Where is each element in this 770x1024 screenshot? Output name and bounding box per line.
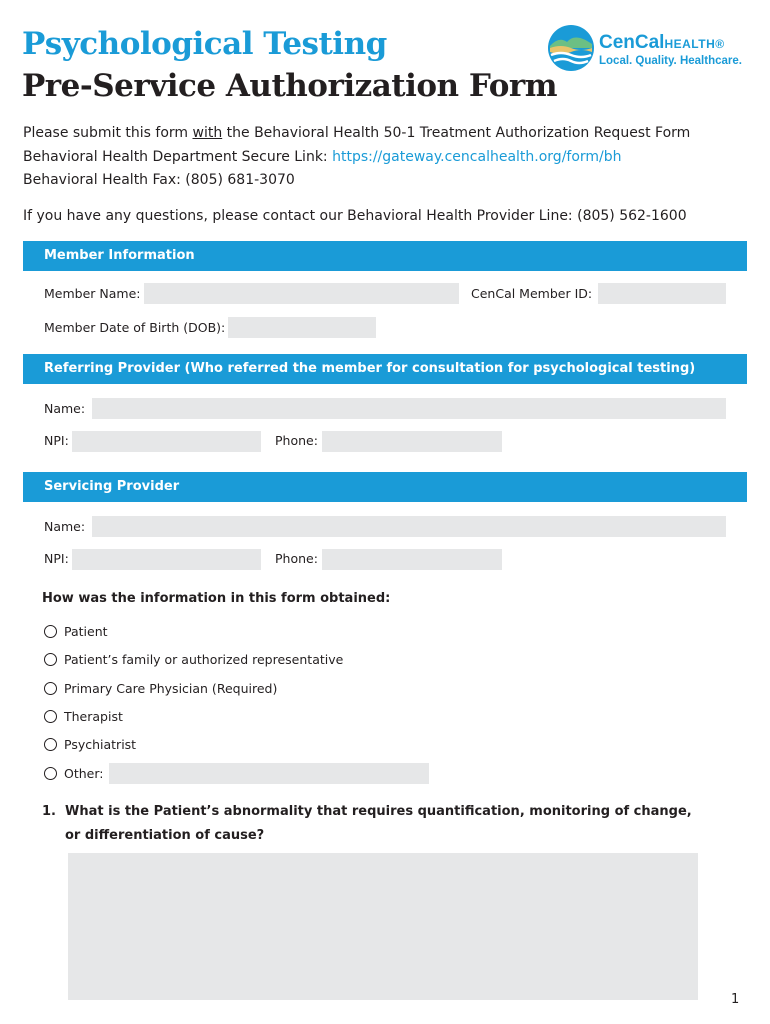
option-psychiatrist[interactable]: Psychiatrist	[44, 737, 136, 752]
option-patient[interactable]: Patient	[44, 624, 108, 639]
servicing-name-label: Name:	[44, 519, 86, 534]
question-1-answer-field[interactable]	[68, 853, 698, 1000]
option-therapist[interactable]: Therapist	[44, 709, 123, 724]
radio-button[interactable]	[44, 710, 57, 723]
member-info-header: Member Information	[23, 241, 747, 271]
member-dob-field[interactable]	[228, 317, 376, 338]
radio-button[interactable]	[44, 625, 57, 638]
logo-tagline: Local. Quality. Healthcare.	[599, 55, 742, 67]
referring-npi-field[interactable]	[72, 431, 261, 452]
member-dob-label: Member Date of Birth (DOB):	[44, 320, 226, 335]
secure-link[interactable]: https://gateway.cencalhealth.org/form/bh	[332, 149, 622, 165]
referring-phone-label: Phone:	[275, 433, 318, 448]
referring-name-field[interactable]	[92, 398, 726, 419]
form-title: Psychological Testing	[22, 26, 387, 62]
radio-button[interactable]	[44, 738, 57, 751]
servicing-phone-field[interactable]	[322, 549, 502, 570]
radio-button[interactable]	[44, 767, 57, 780]
servicing-name-field[interactable]	[92, 516, 726, 537]
logo-brand: CenCalHEALTH®	[599, 32, 725, 53]
referring-name-label: Name:	[44, 401, 86, 416]
intro-submit-line: Please submit this form with the Behavioral Health 50-1 Treatment Authorization Request Form	[23, 125, 691, 141]
servicing-npi-field[interactable]	[72, 549, 261, 570]
form-subtitle: Pre-Service Authorization Form	[22, 68, 558, 104]
question-1-line2: or differentiation of cause?	[65, 828, 265, 843]
servicing-npi-label: NPI:	[44, 551, 69, 566]
question-1-line1: What is the Patient’s abnormality that requires quantification, monitoring of change,	[65, 804, 692, 819]
page-number: 1	[731, 992, 740, 1007]
option-other[interactable]: Other:	[44, 766, 103, 781]
member-name-label: Member Name:	[44, 286, 141, 301]
other-field[interactable]	[109, 763, 429, 784]
referring-phone-field[interactable]	[322, 431, 502, 452]
referring-provider-header: Referring Provider (Who referred the member for consultation for psychological testing)	[23, 354, 747, 384]
question-1-number: 1.	[42, 804, 56, 819]
servicing-phone-label: Phone:	[275, 551, 318, 566]
cencal-health-logo	[547, 24, 747, 74]
intro-fax-line: Behavioral Health Fax: (805) 681-3070	[23, 172, 295, 188]
obtained-question: How was the information in this form obtained:	[42, 591, 391, 606]
radio-button[interactable]	[44, 682, 57, 695]
mountain-wave-logo-icon	[547, 24, 595, 72]
option-family[interactable]: Patient’s family or authorized representative	[44, 652, 343, 667]
intro-secure-link-line: Behavioral Health Department Secure Link: https://gateway.cencalhealth.org/form/bh	[23, 149, 622, 165]
member-id-label: CenCal Member ID:	[471, 286, 593, 301]
intro-questions-line: If you have any questions, please contact our Behavioral Health Provider Line: (805) 562-1600	[23, 208, 687, 224]
member-id-field[interactable]	[598, 283, 726, 304]
referring-npi-label: NPI:	[44, 433, 69, 448]
member-name-field[interactable]	[144, 283, 459, 304]
option-primary-care[interactable]: Primary Care Physician (Required)	[44, 681, 277, 696]
radio-button[interactable]	[44, 653, 57, 666]
servicing-provider-header: Servicing Provider	[23, 472, 747, 502]
